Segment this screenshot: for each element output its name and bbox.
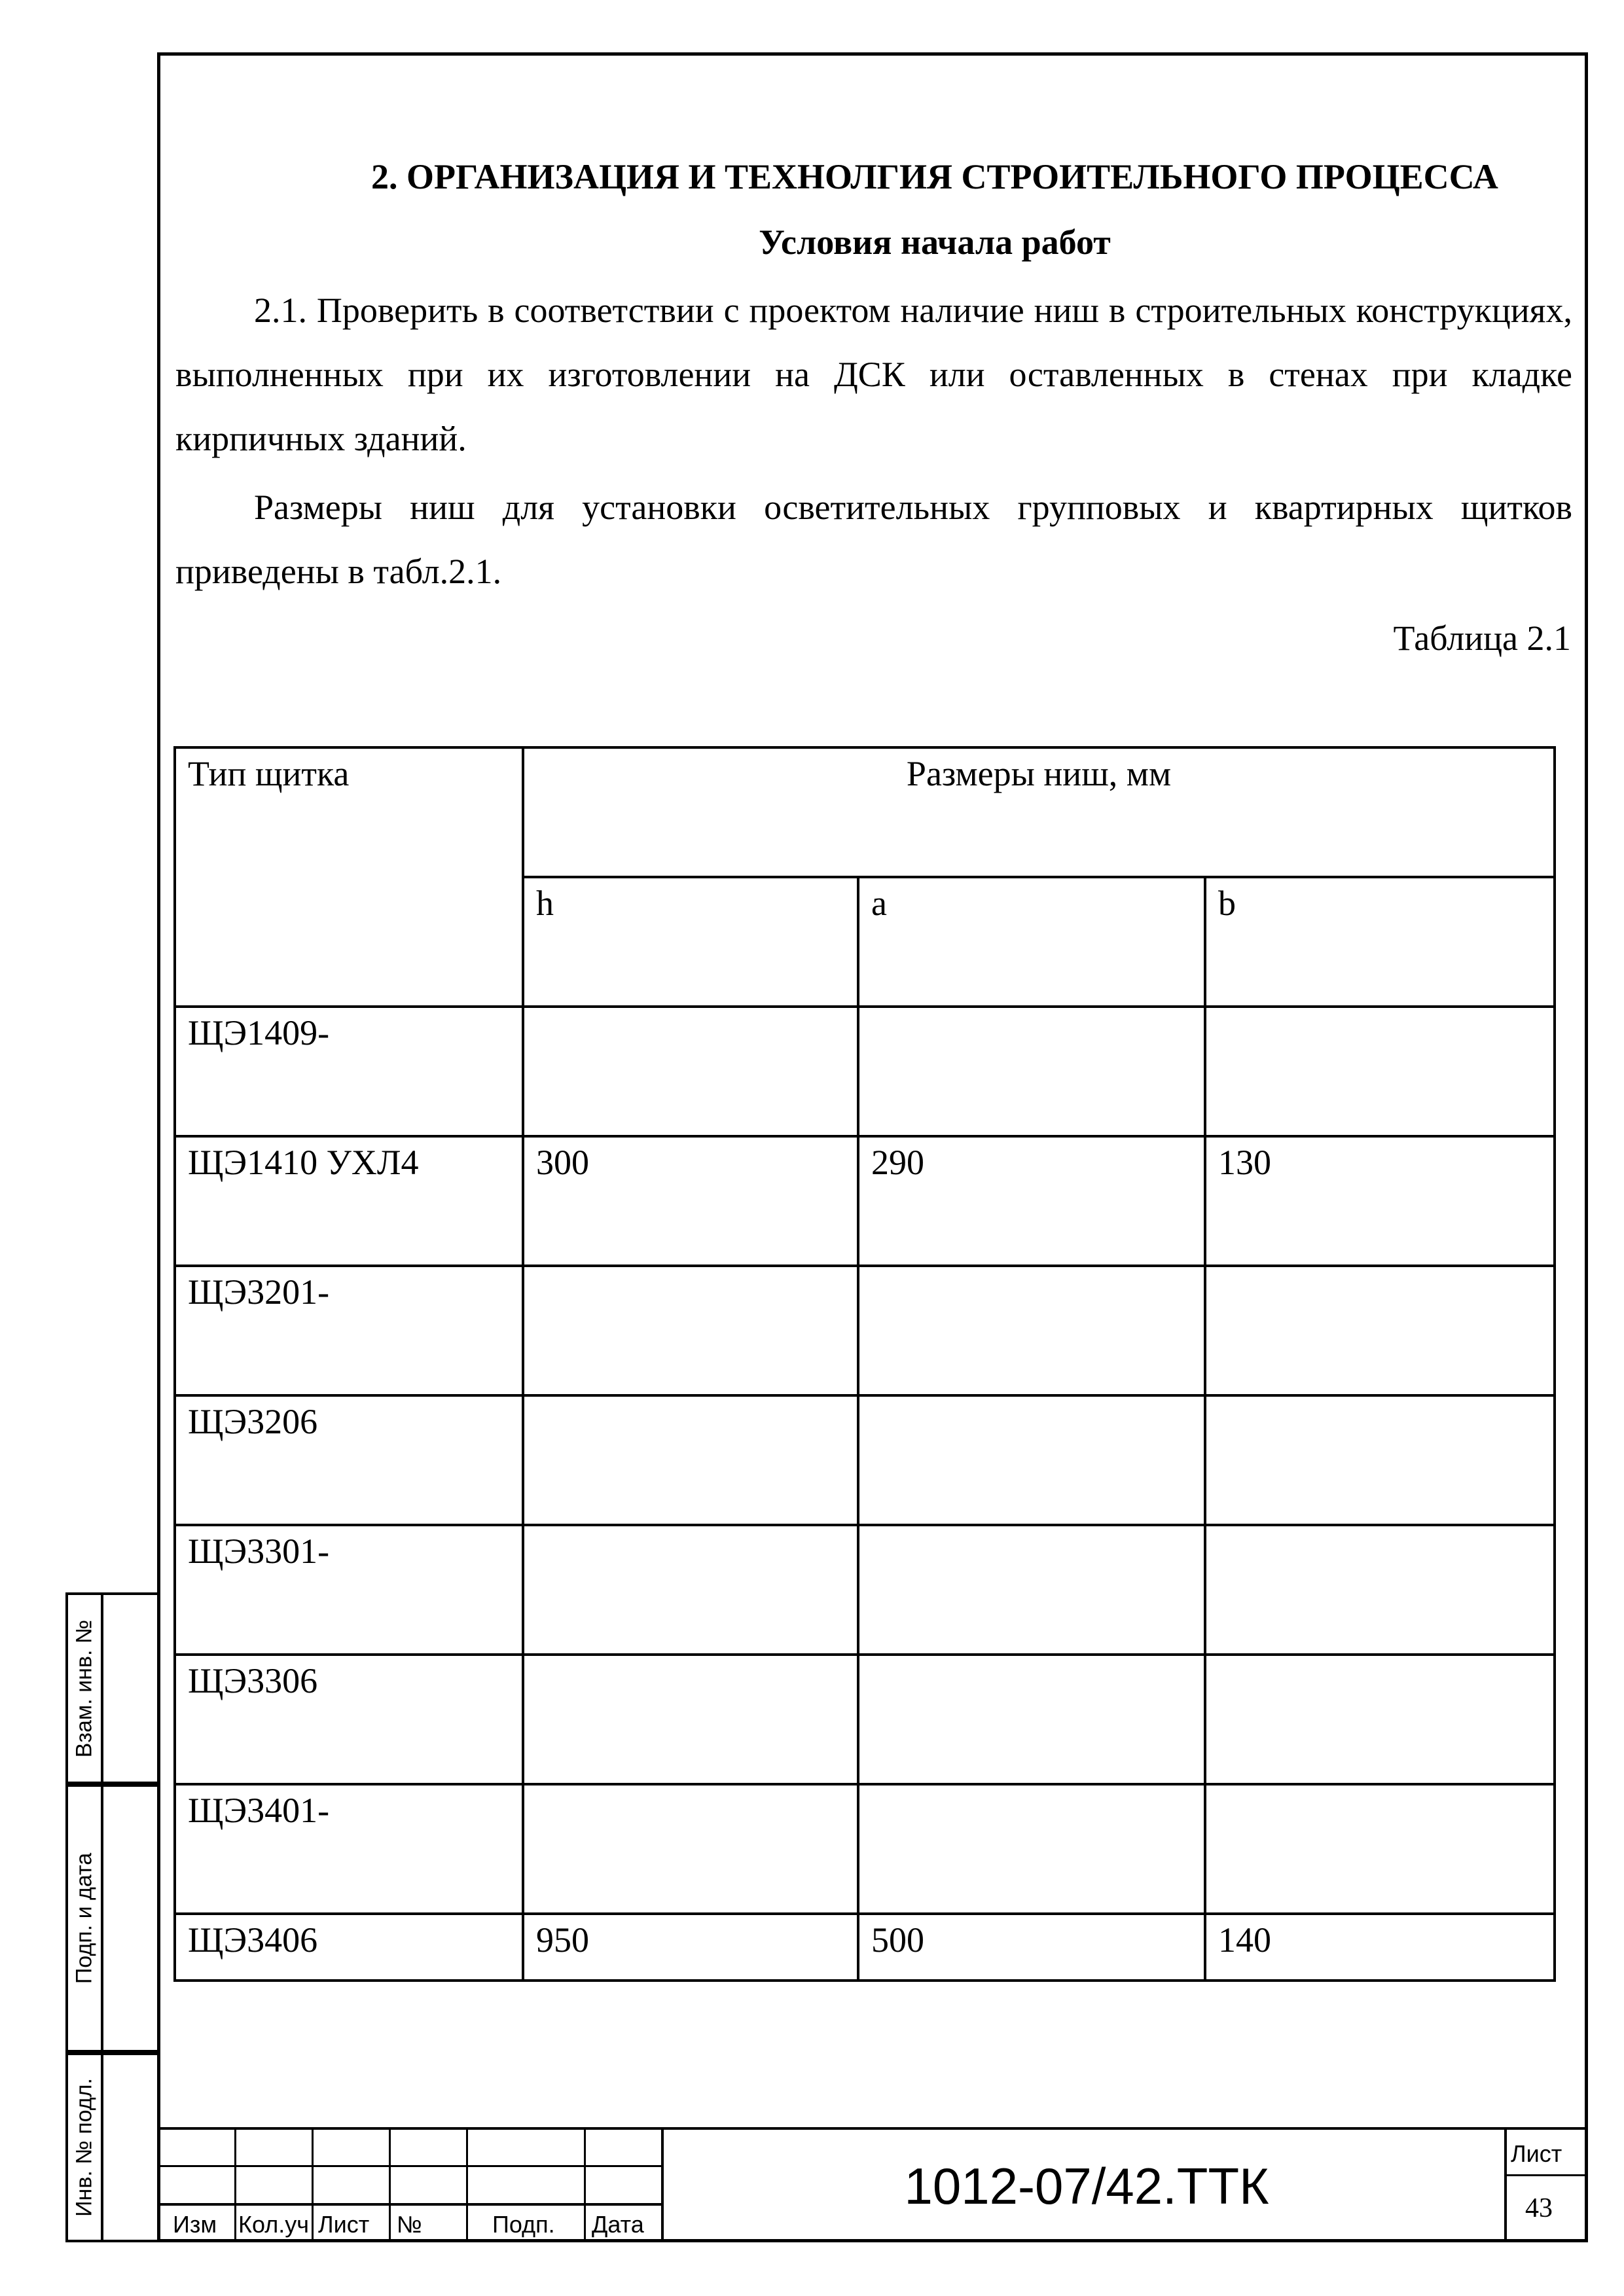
table-header-row [175, 747, 1555, 877]
subheader-a: a [858, 877, 1205, 1007]
label-number: № [397, 2211, 422, 2238]
cell-a [858, 1007, 1205, 1136]
cell-b [1205, 1655, 1555, 1784]
sheet-label: Лист [1511, 2140, 1562, 2167]
cell-b: 140 [1205, 1914, 1555, 1981]
label-date: Дата [592, 2211, 644, 2238]
side-label-original-inv: Инв. № подл. [71, 2078, 97, 2217]
label-list: Лист [318, 2211, 370, 2238]
header-niche-sizes: Размеры ниш, мм [523, 747, 1555, 877]
cell-type: ЩЭ3306 [175, 1655, 523, 1784]
cell-type: ЩЭ1410 УХЛ4 [175, 1136, 523, 1266]
label-kol-uch: Кол.уч [238, 2211, 309, 2238]
cell-type: ЩЭ3206 [175, 1395, 523, 1525]
cell-h [523, 1007, 858, 1136]
niche-dimensions-table [173, 746, 1556, 1982]
cell-h: 300 [523, 1136, 858, 1266]
cell-b [1205, 1395, 1555, 1525]
paragraph-2-1-text: 2.1. Проверить в соответствии с проектом наличие ниш в строительных конструкциях, выполненных при их изготовлении на ДСК или оставленных в стенах при кладке кирпичных зданий. [175, 291, 1572, 458]
paragraph-2-1 [175, 278, 1572, 471]
paragraph-sizes-text: Размеры ниш для установки осветительных групповых и квартирных щитков приведены в табл.2.1. [175, 488, 1572, 591]
title-block [157, 2127, 1588, 2242]
cell-b [1205, 1007, 1555, 1136]
table-row [175, 1136, 1555, 1266]
cell-h [523, 1525, 858, 1655]
cell-b [1205, 1784, 1555, 1914]
cell-type: ЩЭ3201- [175, 1266, 523, 1395]
cell-h: 950 [523, 1914, 858, 1981]
cell-a: 500 [858, 1914, 1205, 1981]
side-stamp [65, 1592, 157, 2242]
cell-b [1205, 1266, 1555, 1395]
cell-a [858, 1266, 1205, 1395]
cell-a [858, 1784, 1205, 1914]
table-row [175, 1266, 1555, 1395]
cell-h [523, 1395, 858, 1525]
cell-type: ЩЭ3301- [175, 1525, 523, 1655]
cell-h [523, 1266, 858, 1395]
table-row [175, 1655, 1555, 1784]
subheader-b: b [1205, 877, 1555, 1007]
cell-b [1205, 1525, 1555, 1655]
cell-h [523, 1784, 858, 1914]
table-row [175, 1914, 1555, 1981]
label-izm: Изм [173, 2211, 217, 2238]
cell-a: 290 [858, 1136, 1205, 1266]
document-code: 1012-07/42.ТТК [904, 2157, 1269, 2215]
subsection-title: Условия начала работ [759, 223, 1111, 262]
header-panel-type: Тип щитка [175, 747, 523, 1007]
paragraph-sizes [175, 475, 1572, 603]
cell-b: 130 [1205, 1136, 1555, 1266]
cell-type: ЩЭ3406 [175, 1914, 523, 1981]
subheader-h: h [523, 877, 858, 1007]
cell-type: ЩЭ3401- [175, 1784, 523, 1914]
cell-type: ЩЭ1409- [175, 1007, 523, 1136]
cell-a [858, 1395, 1205, 1525]
cell-a [858, 1525, 1205, 1655]
label-signature: Подп. [492, 2211, 555, 2238]
cell-h [523, 1655, 858, 1784]
table-row [175, 1784, 1555, 1914]
table-row [175, 1525, 1555, 1655]
side-label-replacement-inv: Взам. инв. № [71, 1619, 97, 1757]
table-caption: Таблица 2.1 [1393, 619, 1571, 658]
sheet-number: 43 [1525, 2193, 1553, 2223]
side-cell-original-inv [65, 2053, 157, 2242]
cell-a [858, 1655, 1205, 1784]
side-label-signature-date: Подп. и дата [71, 1852, 97, 1984]
side-cell-replacement-inv [65, 1592, 157, 1784]
table-row [175, 1395, 1555, 1525]
side-cell-signature-date [65, 1784, 157, 2053]
table-row [175, 1007, 1555, 1136]
section-title: 2. ОРГАНИЗАЦИЯ И ТЕХНОЛГИЯ СТРОИТЕЛЬНОГО ПРОЦЕССА [371, 157, 1498, 196]
